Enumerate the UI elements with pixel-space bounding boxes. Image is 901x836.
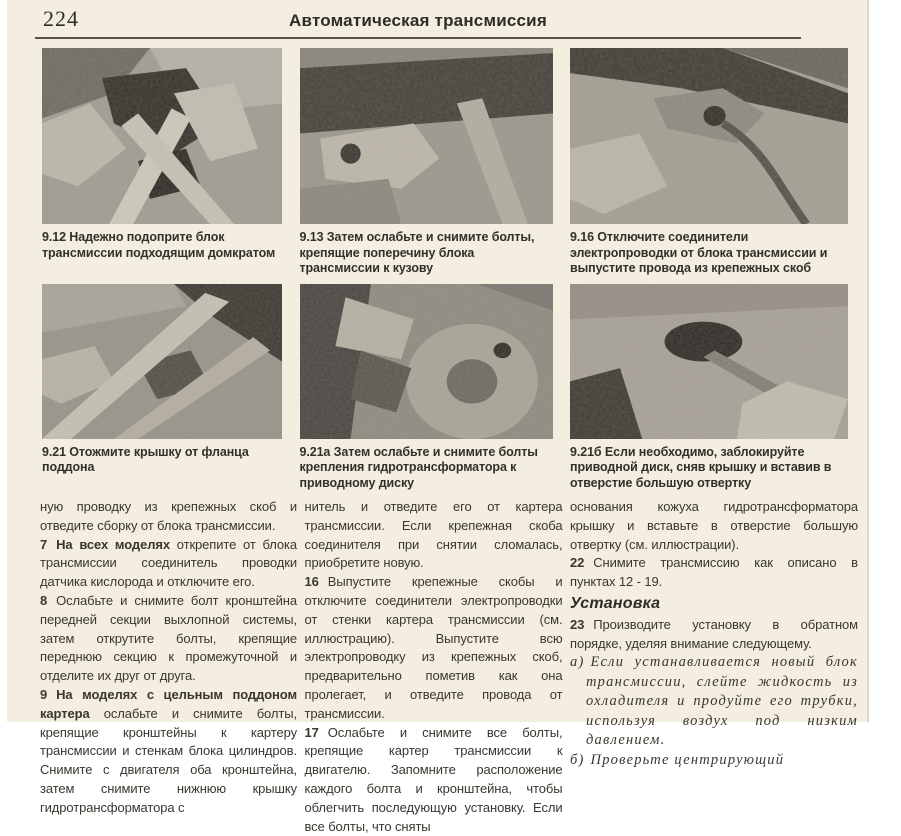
photo-driveplate-lock-screwdriver <box>570 284 848 439</box>
figure-9-12 <box>42 48 282 277</box>
photo-wiring-connectors <box>570 48 848 224</box>
figure-9-21 <box>42 284 282 492</box>
paragraph: нитель и отведите его от картера трансмиссии. Если крепежная скоба соединителя при снятии сломалась, приобретите новую. <box>304 499 563 571</box>
paragraph: основания кожуха гидротрансформатора крышку и вставьте в отверстие большую отвертку (см. иллюстрации). <box>570 499 858 552</box>
figure-caption: 9.21б Если необходимо, заблокируйте приводной диск, сняв крышку и вставив в отверстие большую отвертку <box>570 444 832 490</box>
paragraph: 23 Производите установку в обратном порядке, уделяя внимание следующему. <box>570 616 858 651</box>
photo-crossmember-bolts <box>300 48 553 224</box>
paragraph: 17 Ослабьте и снимите все болты, крепящие картер трансмиссии к двигателю. Запомните расположение каждого болта и кронштейна, чтобы облегчить последующую установку. Если все болты, что сняты <box>304 724 563 834</box>
paragraph: б) Проверьте центрирующий <box>570 751 785 768</box>
text-column-left <box>40 498 297 836</box>
paragraph: 9 На моделях с цельным поддоном картера ослабьте и снимите болты, крепящие кронштейны к картеру трансмиссии и стенкам блока цилиндров. Снимите с двигателя оба кронштейна, затем снимите нижнюю крышку гидротрансформатора с <box>40 686 297 815</box>
figure-caption: 9.21а Затем ослабьте и снимите болты крепления гидротрансформатора к приводному диску <box>299 444 538 490</box>
figure-caption: 9.16 Отключите соединители электропроводки от блока трансмиссии и выпустите провода из крепежных скоб <box>570 230 828 275</box>
page-number: 224 <box>43 6 79 31</box>
photo-torque-converter-bolts <box>300 284 553 439</box>
section-heading: Установка <box>570 594 661 612</box>
photo-transmission-jack <box>42 48 282 224</box>
page-title: Автоматическая трансмиссия <box>289 11 547 30</box>
paragraph: а) Если устанавливается новый блок трансмиссии, слейте жидкость из охладителя и продуйте его трубки, используя воздух под низким давлением. <box>570 654 858 749</box>
figure-caption: 9.21 Отожмите крышку от фланца поддона <box>42 444 249 474</box>
text-column-right <box>570 498 858 836</box>
paragraph: 7 На всех моделях открепите от блока трансмиссии соединитель проводки датчика кислорода и отключите его. <box>40 536 298 590</box>
figure-caption: 9.13 Затем ослабьте и снимите болты, крепящие поперечину блока трансмиссии к кузову <box>299 230 535 275</box>
paragraph: 8 Ослабьте и снимите болт кронштейна передней секции выхлопной системы, затем открутите болты, крепящие переднюю секцию к промежуточной и отделите их друг от друга. <box>40 592 297 684</box>
paragraph: ную проводку из крепежных скоб и отведите сборку от блока трансмиссии. <box>40 499 297 533</box>
figure-row-1 <box>42 48 848 277</box>
paragraph: 22 Снимите трансмиссию как описано в пунктах 12 - 19. <box>570 555 858 590</box>
figure-9-21b <box>570 284 848 492</box>
body-text <box>7 498 867 836</box>
figure-9-21a <box>300 284 553 492</box>
text-column-middle <box>305 498 563 836</box>
figure-row-2 <box>42 284 848 492</box>
figure-9-16 <box>570 48 848 277</box>
paragraph: 16 Выпустите крепежные скобы и отключите соединители электропроводки от стенки картера трансмиссии (см. иллюстрацию). Выпустите всю электропроводку из крепежных скоб, предварительно пометив как она пролегает, и отведите провода от трансмиссии. <box>304 574 563 721</box>
photo-pan-flange-pry <box>42 284 282 439</box>
figures-grid <box>7 44 867 491</box>
scanned-manual-page <box>7 0 869 834</box>
figure-caption: 9.12 Надежно подоприте блок трансмиссии подходящим домкратом <box>42 230 276 260</box>
page-header <box>7 0 867 44</box>
figure-9-13 <box>300 48 553 277</box>
header-rule <box>35 37 801 39</box>
